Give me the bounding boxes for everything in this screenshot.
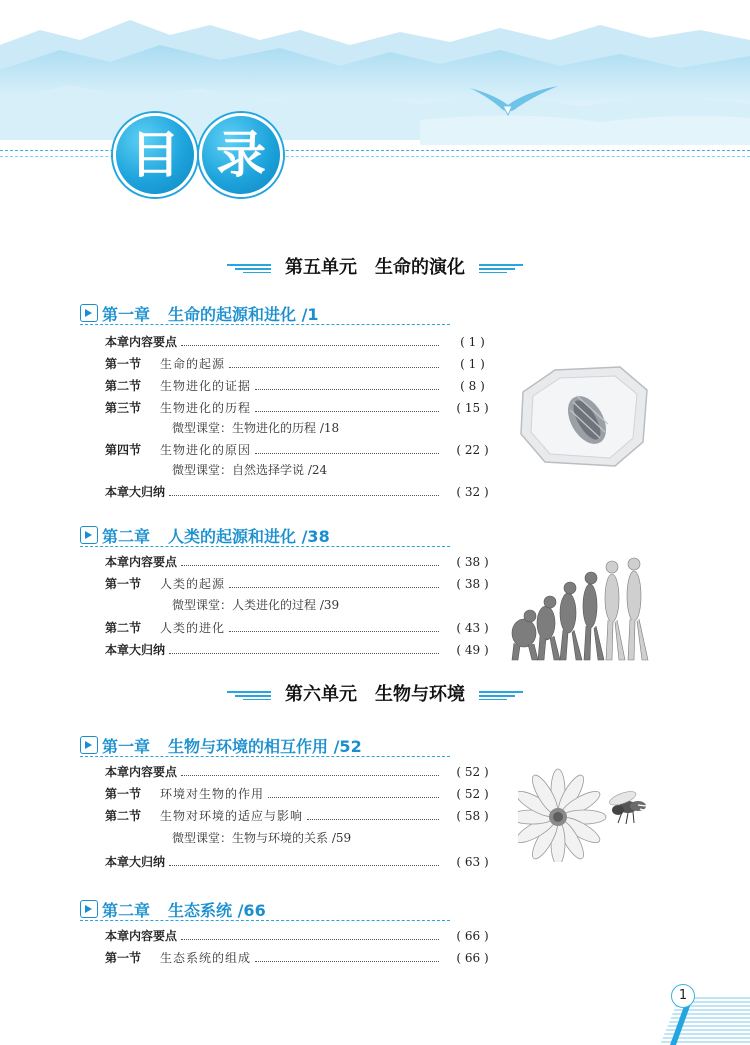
section-label: 第一节 [105, 951, 142, 965]
dot-leader [181, 565, 439, 566]
right-decoration [479, 264, 523, 273]
toc-row[interactable] [105, 552, 500, 572]
toc-row[interactable] [105, 852, 500, 872]
page-ref: ( 58 ) [456, 809, 489, 823]
chapter-heading[interactable] [80, 302, 450, 325]
dot-leader [181, 939, 439, 940]
flower-and-bee-illustration [518, 762, 658, 862]
toc-row[interactable] [105, 574, 500, 594]
micro-lesson[interactable]: 微型课堂：人类进化的过程 /39 [172, 598, 340, 612]
dot-leader [169, 653, 439, 654]
page-ref: ( 52 ) [456, 765, 489, 779]
unit-title-5 [0, 253, 750, 279]
section-label: 第三节 [105, 401, 142, 415]
section-label: 本章大归纳 [105, 643, 166, 657]
left-decoration [227, 264, 271, 273]
micro-lesson[interactable]: 微型课堂：自然选择学说 /24 [172, 463, 328, 477]
dot-leader [255, 389, 439, 390]
section-title: 人类的进化 [160, 621, 226, 635]
page-ref: ( 49 ) [456, 643, 489, 657]
dot-leader [181, 775, 439, 776]
section-title: 生物进化的证据 [160, 379, 252, 393]
toc-row[interactable] [105, 784, 500, 804]
section-label: 本章大归纳 [105, 855, 166, 869]
section-title: 环境对生物的作用 [160, 787, 265, 801]
toc-row[interactable] [105, 618, 500, 638]
toc-row[interactable] [105, 398, 500, 418]
dot-leader [255, 411, 439, 412]
dot-leader [169, 865, 439, 866]
page-ref: ( 66 ) [456, 951, 489, 965]
toc-row[interactable] [105, 762, 500, 782]
section-title: 人类的起源 [160, 577, 226, 591]
dot-leader [255, 453, 439, 454]
title-char-2: 录 [199, 113, 283, 197]
chevron-right-icon [80, 526, 98, 544]
dot-leader [229, 587, 439, 588]
unit-label: 第五单元 生命的演化 [285, 257, 465, 278]
toc-row[interactable] [105, 948, 500, 968]
toc-row[interactable] [105, 332, 500, 352]
page-title [113, 113, 283, 203]
toc-row[interactable] [105, 354, 500, 374]
toc-row[interactable] [105, 376, 500, 396]
chapter-number: 第二章 [102, 527, 151, 546]
dot-leader [268, 797, 439, 798]
unit-label: 第六单元 生物与环境 [285, 684, 465, 705]
section-label: 第一节 [105, 577, 142, 591]
chapter-name: 生命的起源和进化 /1 [168, 305, 319, 324]
chapter-number: 第一章 [102, 305, 151, 324]
section-label: 本章内容要点 [105, 765, 178, 779]
toc-row[interactable] [105, 806, 500, 826]
unit-title-6 [0, 680, 750, 706]
corner-decoration [660, 965, 750, 1045]
section-title: 生物进化的历程 [160, 401, 252, 415]
page-ref: ( 43 ) [456, 621, 489, 635]
page-ref: ( 1 ) [460, 357, 485, 371]
section-label: 第二节 [105, 621, 142, 635]
section-label: 第四节 [105, 443, 142, 457]
section-title: 生物进化的原因 [160, 443, 252, 457]
dot-leader [307, 819, 439, 820]
section-label: 本章内容要点 [105, 335, 178, 349]
section-label: 本章内容要点 [105, 555, 178, 569]
dot-leader [255, 961, 439, 962]
chapter-heading[interactable] [80, 898, 450, 921]
section-title: 生物对环境的适应与影响 [160, 809, 304, 823]
page-number: 1 [671, 984, 695, 1008]
dot-leader [229, 631, 439, 632]
chevron-right-icon [80, 900, 98, 918]
toc-row[interactable] [105, 440, 500, 460]
page-ref: ( 8 ) [460, 379, 485, 393]
toc-row[interactable] [105, 926, 500, 946]
human-evolution-illustration [508, 548, 658, 663]
chapter-name: 人类的起源和进化 /38 [168, 527, 330, 546]
section-label: 第一节 [105, 787, 142, 801]
chevron-right-icon [80, 736, 98, 754]
micro-lesson[interactable]: 微型课堂：生物与环境的关系 /59 [172, 831, 352, 845]
trilobite-fossil-illustration [515, 362, 655, 472]
section-title: 生命的起源 [160, 357, 226, 371]
page-ref: ( 38 ) [456, 577, 489, 591]
chapter-name: 生物与环境的相互作用 /52 [168, 737, 362, 756]
page-ref: ( 15 ) [456, 401, 489, 415]
page-ref: ( 66 ) [456, 929, 489, 943]
chapter-heading[interactable] [80, 734, 450, 757]
chapter-number: 第二章 [102, 901, 151, 920]
page-ref: ( 63 ) [456, 855, 489, 869]
page-ref: ( 38 ) [456, 555, 489, 569]
left-decoration [227, 691, 271, 700]
dot-leader [181, 345, 439, 346]
section-label: 本章大归纳 [105, 485, 166, 499]
title-char-1: 目 [113, 113, 197, 197]
dot-leader [169, 495, 439, 496]
toc-row[interactable] [105, 640, 500, 660]
toc-row[interactable] [105, 482, 500, 502]
section-title: 生态系统的组成 [160, 951, 252, 965]
section-label: 第一节 [105, 357, 142, 371]
chapter-name: 生态系统 /66 [168, 901, 266, 920]
page-ref: ( 1 ) [460, 335, 485, 349]
micro-lesson[interactable]: 微型课堂：生物进化的历程 /18 [172, 421, 340, 435]
chapter-heading[interactable] [80, 524, 450, 547]
section-label: 本章内容要点 [105, 929, 178, 943]
right-decoration [479, 691, 523, 700]
dot-leader [229, 367, 439, 368]
section-label: 第二节 [105, 809, 142, 823]
page-ref: ( 22 ) [456, 443, 489, 457]
chapter-number: 第一章 [102, 737, 151, 756]
chevron-right-icon [80, 304, 98, 322]
section-label: 第二节 [105, 379, 142, 393]
page-ref: ( 32 ) [456, 485, 489, 499]
page-ref: ( 52 ) [456, 787, 489, 801]
